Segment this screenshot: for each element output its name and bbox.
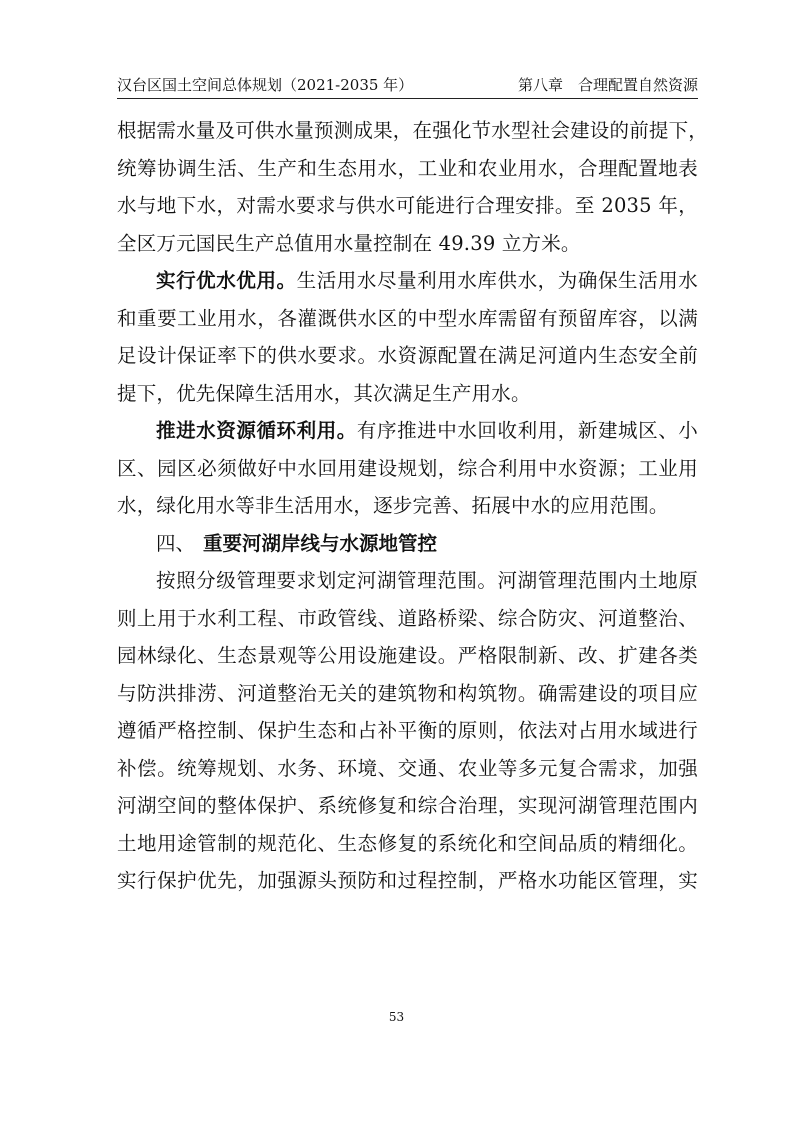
text-line: 实行保护优先，加强源头预防和过程控制，严格水功能区管理，实: [117, 869, 698, 892]
text-line: 区、园区必须做好中水回用建设规划，综合利用中水资源；工业用: [117, 456, 698, 480]
text-line: 园林绿化、生态景观等公用设施建设。严格限制新、改、扩建各类: [117, 644, 698, 667]
text-line: 全区万元国民生产总值用水量控制在 49.39 立方米。: [117, 231, 581, 255]
text-line: 根据需水量及可供水量预测成果，在强化节水型社会建设的前提下，: [117, 119, 709, 142]
text-span: 有序推进中水回收利用，新建城区、小: [356, 419, 698, 442]
paragraph-heading: 实行优水优用。: [156, 269, 297, 292]
text-line: 按照分级管理要求划定河湖管理范围。河湖管理范围内土地原: [156, 569, 698, 592]
text-line: [117, 412, 698, 450]
text-line: 土地用途管制的规范化、生态修复的系统化和空间品质的精细化。: [117, 831, 698, 855]
paragraph-river-management: [117, 562, 698, 900]
text-line: 河湖空间的整体保护、系统修复和综合治理，实现河湖管理范围内: [117, 794, 698, 817]
paragraph-water-quality-use: [117, 262, 698, 412]
text-line: 水与地下水，对需水要求与供水可能进行合理安排。至 2035 年，: [117, 194, 698, 217]
page-number: 53: [388, 1010, 405, 1024]
text-line: 与防洪排涝、河道整治无关的建筑物和构筑物。确需建设的项目应: [117, 681, 698, 705]
text-line: [117, 262, 698, 300]
text-line: 足设计保证率下的供水要求。水资源配置在满足河道内生态安全前: [117, 344, 698, 367]
section-heading: [117, 525, 698, 563]
chapter-title: 第八章 合理配置自然资源: [517, 76, 698, 94]
document-title: 汉台区国土空间总体规划（2021-2035 年）: [117, 76, 414, 94]
section-title: 重要河湖岸线与水源地管控: [203, 531, 438, 555]
page-header: [117, 72, 698, 99]
paragraph-water-demand: [117, 112, 709, 262]
page-body: [117, 112, 709, 900]
text-line: 统筹协调生活、生产和生态用水，工业和农业用水，合理配置地表: [117, 156, 698, 180]
text-span: 生活用水尽量利用水库供水，为确保生活用水: [296, 269, 698, 292]
section-number: 四、: [156, 531, 196, 555]
text-line: 遵循严格控制、保护生态和占补平衡的原则，依法对占用水域进行: [117, 719, 698, 742]
text-line: 则上用于水利工程、市政管线、道路桥梁、综合防灾、河道整治、: [117, 606, 698, 630]
paragraph-heading: 推进水资源循环利用。: [156, 419, 357, 442]
text-line: 提下，优先保障生活用水，其次满足生产用水。: [117, 381, 531, 405]
text-line: 补偿。统筹规划、水务、环境、交通、农业等多元复合需求，加强: [117, 756, 698, 780]
text-line: 水，绿化用水等非生活用水，逐步完善、拓展中水的应用范围。: [117, 494, 669, 517]
paragraph-water-recycling: [117, 412, 698, 525]
text-line: 和重要工业用水，各灌溉供水区的中型水库需留有预留库容，以满: [117, 306, 698, 330]
